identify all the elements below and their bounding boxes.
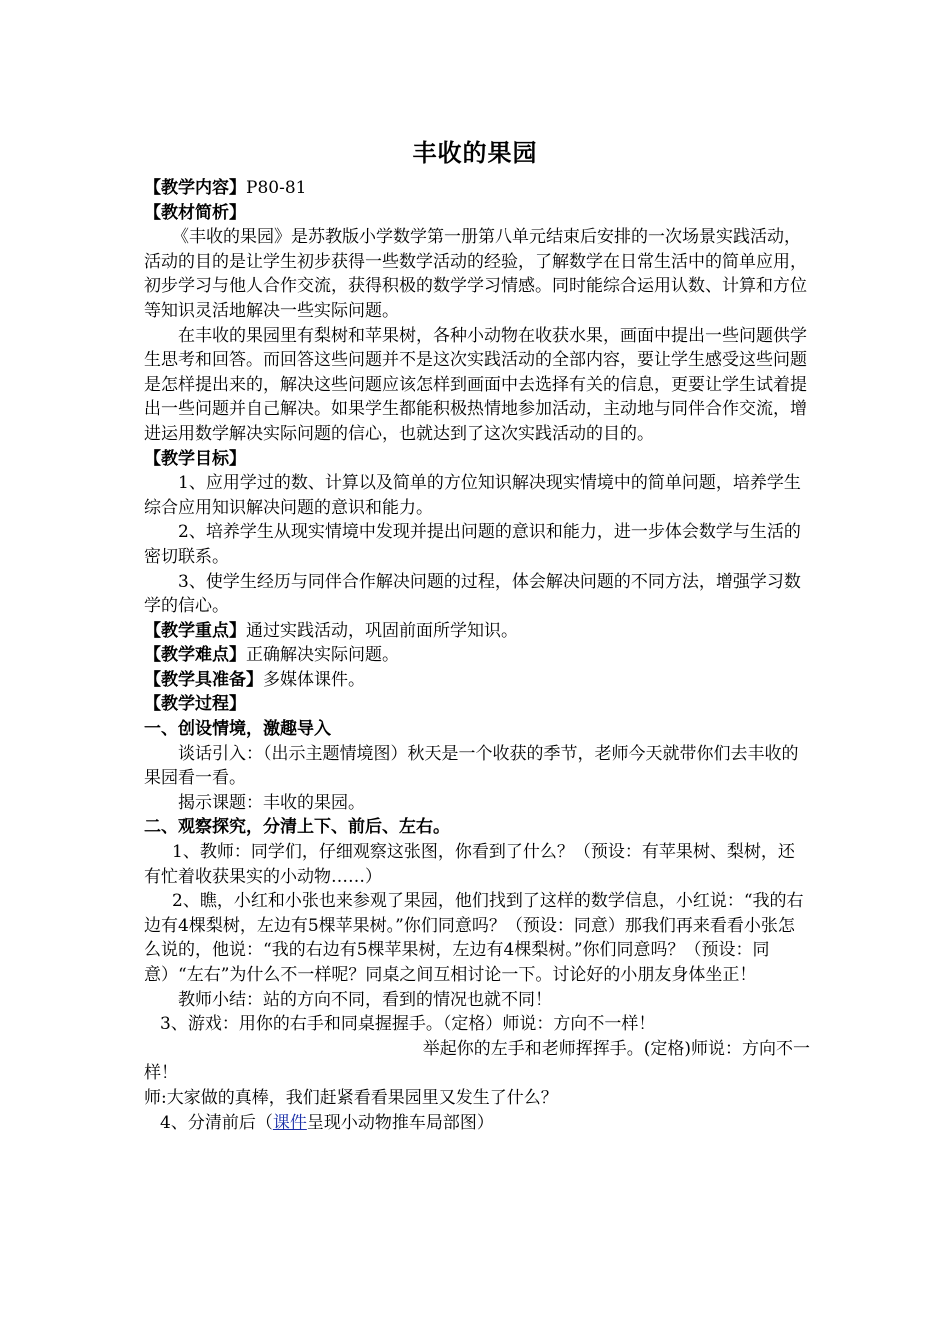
process-label: 【教学过程】 <box>144 694 246 715</box>
goals-label: 【教学目标】 <box>144 448 246 469</box>
key-point-line <box>144 619 810 644</box>
goal-item: 1、应用学过的数、计算以及简单的方位知识解决现实情境中的简单问题，培养学生综合应用知识解决问题的意识和能力。 <box>144 473 801 518</box>
difficulty-label: 【教学难点】 <box>144 645 246 666</box>
process-heading-line <box>144 692 810 717</box>
section-1-heading: 一、创设情境，激趣导入 <box>144 719 331 740</box>
key-point-label: 【教学重点】 <box>144 620 246 641</box>
section-1-paragraph: 谈话引入：（出示主题情境图）秋天是一个收获的季节，老师今天就带你们去丰收的果园看一看。 <box>144 743 799 789</box>
analysis-heading-line <box>144 201 810 226</box>
goal-item: 3、使学生经历与同伴合作解决问题的过程，体会解决问题的不同方法，增强学习数学的信心。 <box>144 571 801 617</box>
section-2-heading: 二、观察探究，分清上下、前后、左右。 <box>144 817 450 838</box>
analysis-paragraph: 《丰收的果园》是苏教版小学数学第一册第八单元结束后安排的一次场景实践活动，活动的目的是让学生初步获得一些数学活动的经验，了解数学在日常生活中的简单应用，初步学习与他人合作交流，获得积极的数学学习情感。同时能综合运用认数、计算和方位等知识灵活地解决一些实际问题。 <box>144 227 807 321</box>
section-2-paragraph <box>144 1111 810 1136</box>
section-2-paragraph: 样！ <box>144 1063 178 1084</box>
goal-item: 2、培养学生从现实情境中发现并提出问题的意识和能力，进一步体会数学与生活的密切联系。 <box>144 522 801 567</box>
key-point-value: 通过实践活动，巩固前面所学知识。 <box>246 620 518 641</box>
analysis-label: 【教材简析】 <box>144 202 246 223</box>
section-1-paragraph: 揭示课题：丰收的果园。 <box>178 792 365 813</box>
section-2-paragraph: 2、瞧，小红和小张也来参观了果园，他们找到了这样的数学信息，小红说：“我的右边有4棵梨树，左边有5棵苹果树。”你们同意吗？（预设：同意）那我们再来看看小张怎么说的，他说：“我的右边有5棵苹果树，左边有4棵梨树。”你们同意吗？（预设：同意）“左右”为什么不一样呢？同桌之间互相讨论一下。讨论好的小朋友身体坐正！ <box>144 891 804 985</box>
step-4-prefix: 4、分清前后（ <box>160 1112 273 1133</box>
preparation-line <box>144 668 810 693</box>
courseware-link[interactable]: 课件 <box>272 1112 307 1133</box>
teaching-content-line <box>144 176 810 201</box>
difficulty-value: 正确解决实际问题。 <box>246 645 399 666</box>
goals-heading-line <box>144 447 810 472</box>
section-2-paragraph: 3、游戏：用你的右手和同桌握握手。（定格）师说：方向不一样！ <box>160 1014 656 1035</box>
document-body <box>144 176 810 1135</box>
analysis-paragraph: 在丰收的果园里有梨树和苹果树，各种小动物在收获水果，画面中提出一些问题供学生思考和回答。而回答这些问题并不是这次实践活动的全部内容，要让学生感受这些问题是怎样提出来的，解决这些问题应该怎样到画面中去选择有关的信息，更要让学生试着提出一些问题并自己解决。如果学生都能积极热情地参加活动，主动地与同伴合作交流，增进运用数学解决实际问题的信心，也就达到了这次实践活动的目的。 <box>144 325 807 444</box>
preparation-value: 多媒体课件。 <box>263 669 365 690</box>
section-2-paragraph: 举起你的左手和老师挥挥手。(定格)师说：方向不一 <box>422 1038 810 1059</box>
page-title: 丰收的果园 <box>412 139 538 167</box>
teaching-content-value: P80-81 <box>246 178 307 198</box>
teaching-content-label: 【教学内容】 <box>144 178 246 198</box>
preparation-label: 【教学具准备】 <box>144 669 263 690</box>
step-4-suffix: 呈现小动物推车局部图） <box>306 1112 494 1133</box>
difficulty-line <box>144 643 810 668</box>
section-2-paragraph: 教师小结：站的方向不同，看到的情况也就不同！ <box>178 989 552 1010</box>
section-2-paragraph: 1、教师：同学们，仔细观察这张图，你看到了什么？（预设：有苹果树、梨树，还有忙着收获果实的小动物……） <box>144 842 795 887</box>
section-2-paragraph: 师:大家做的真棒，我们赶紧看看果园里又发生了什么？ <box>144 1087 558 1108</box>
